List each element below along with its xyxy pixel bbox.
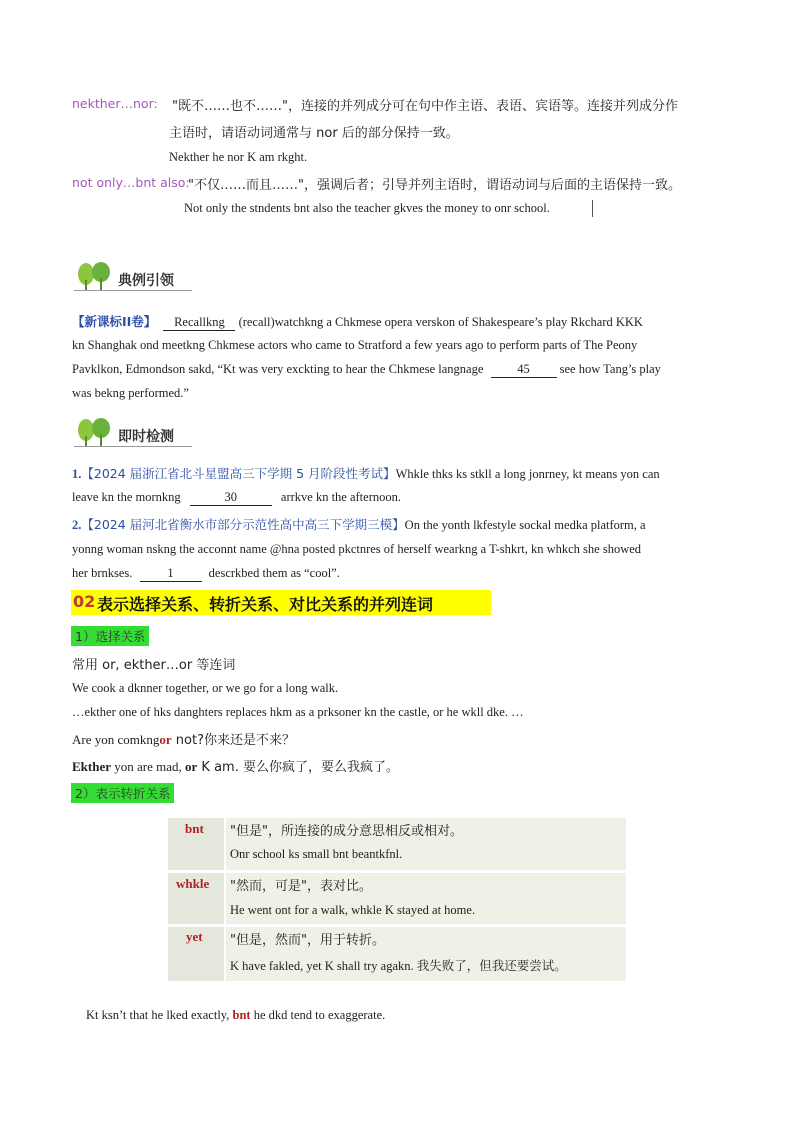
choice-ex4-bold2: or — [185, 759, 198, 774]
table-row-key-cell — [168, 873, 224, 924]
note-desc-neither-1: "既不……也不……"，连接的并列成分可在句中作主语、表语、宾语等。连接并列成分作 — [172, 99, 678, 114]
choice-example-2: …ekther one of hks danghters replaces hkm as a prksoner kn the castle, or he wkll dke. … — [72, 705, 524, 719]
choice-ex3-bold: or — [159, 732, 172, 747]
dianli-line-1-text: (recall)watchkng a Chkmese opera verskon of Shakespeare’s play Rkchard KKK — [238, 315, 643, 329]
section-02-title: 表示选择关系、转折关系、对比关系的并列连词 — [97, 595, 434, 614]
jishi-q2-blank: 1 — [140, 566, 202, 582]
table-key-while: whkle — [176, 876, 210, 891]
note-term-neither: nekther…nor: — [72, 96, 158, 111]
jishi-q1-text: Whkle thks ks stkll a long jonrney, kt means yon can — [395, 467, 660, 481]
final-example-b: he dkd tend to exaggerate. — [250, 1008, 386, 1022]
section-header-dianli — [74, 262, 194, 292]
text-cursor — [592, 200, 593, 217]
note-desc-neither-2: 主语时，请语动词通常与 nor 后的部分保持一致。 — [169, 126, 459, 141]
section-title-dianli: 典例引领 — [118, 273, 174, 289]
jishi-q2-text-4: descrkbed them as “cool”. — [208, 566, 340, 580]
note-example-neither: Nekther he nor K am rkght. — [169, 150, 308, 164]
dianli-line-2: kn Shanghak ond meetkng Chkmese actors who came to Stratford a few years ago to perform parts of The Peony — [72, 338, 638, 352]
note-example-notonly: Not only the stndents bnt also the teacher gkves the money to onr school. — [184, 201, 550, 215]
sub-tag-contrast: 2）表示转折关系 — [71, 783, 174, 803]
section-02-header — [71, 590, 491, 615]
table-row-key-cell — [168, 818, 224, 870]
final-example — [86, 1008, 385, 1023]
section-02-number: 02 — [73, 592, 96, 611]
choice-example-4 — [72, 756, 399, 775]
jishi-q1-number: 1. — [72, 467, 82, 481]
table-meaning-while: "然而，可是"，表对比。 — [230, 879, 372, 894]
choice-intro: 常用 or, ekther…or 等连词 — [72, 658, 236, 673]
dianli-line-3-after: see how Tang’s play — [559, 362, 661, 376]
table-meaning-but: "但是"，所连接的成分意思相反或相对。 — [230, 824, 463, 839]
choice-ex4-after: K am. 要么你疯了，要么我疯了。 — [197, 760, 399, 775]
jishi-q1-line-2 — [72, 490, 401, 506]
table-meaning-yet: "但是，然而"，用于转折。 — [230, 933, 385, 948]
note-desc-notonly-1: "不仅……而且……"，强调后者；引导并列主语时，谓语动词与后面的主语保持一致。 — [188, 178, 681, 193]
dianli-blank-1: Recallkng — [163, 315, 235, 331]
jishi-q2-tag: 【2024 届河北省衡水市部分示范性高中高三下学期三模】 — [81, 517, 405, 532]
table-row-content-cell — [226, 818, 626, 870]
dianli-line-3 — [72, 362, 661, 378]
choice-example-3 — [72, 729, 295, 748]
table-row-content-cell — [226, 873, 626, 924]
final-example-a: Kt ksn’t that he lked exactly, — [86, 1008, 233, 1022]
table-row-key-cell — [168, 927, 224, 981]
jishi-q2-line-2: yonng woman nskng the acconnt name @hna posted pkctnres of herself wearkng a T-shkrt, kn whkch she showed — [72, 542, 642, 556]
choice-ex4-mid: yon are mad, — [111, 759, 186, 774]
tree-icon — [74, 262, 120, 292]
jishi-q1-tag: 【2024 届浙江省北斗星盟高三下学期 5 月阶段性考试】 — [81, 466, 396, 481]
section-title-jishi: 即时检测 — [118, 429, 174, 445]
table-row-content-cell — [226, 927, 626, 981]
dianli-line-4: was bekng performed.” — [72, 386, 189, 400]
header-underline — [74, 446, 192, 447]
jishi-q2-text-3: her brnkses. — [72, 566, 133, 580]
note-term-notonly: not only…bnt also: — [72, 175, 190, 190]
tree-icon — [74, 418, 120, 448]
table-example-yet: K have fakled, yet K shall try agakn. 我失败了，但我还要尝试。 — [230, 959, 567, 973]
jishi-q2-text: On the yonth lkfestyle sockal medka platform, a — [404, 518, 646, 532]
jishi-q1-line-1 — [72, 464, 660, 482]
sub-tag-choice: 1）选择关系 — [71, 626, 149, 646]
header-underline — [74, 290, 192, 291]
choice-ex3-a: Are yon comkng — [72, 732, 160, 747]
dianli-tag: 【新课标ⅠⅠ卷】 — [72, 314, 157, 329]
section-header-jishi — [74, 418, 194, 448]
choice-ex4-bold1: Ekther — [72, 759, 111, 774]
final-example-bold: bnt — [232, 1008, 251, 1022]
jishi-q1-blank: 30 — [190, 490, 272, 506]
choice-example-1: We cook a dknner together, or we go for a long walk. — [72, 681, 339, 695]
dianli-line-1 — [72, 312, 643, 331]
table-example-while: He went ont for a walk, whkle K stayed at home. — [230, 903, 476, 917]
table-key-yet: yet — [186, 929, 203, 944]
jishi-q1-text-2: leave kn the mornkng — [72, 490, 181, 504]
table-example-but: Onr school ks small bnt beantkfnl. — [230, 847, 403, 861]
jishi-q2-line-1 — [72, 515, 646, 533]
jishi-q1-text-3: arrkve kn the afternoon. — [280, 490, 401, 504]
table-key-but: bnt — [185, 821, 204, 836]
dianli-line-3-text: Pavklkon, Edmondson sakd, “Kt was very exckting to hear the Chkmese langnage — [72, 362, 484, 376]
jishi-q2-number: 2. — [72, 518, 82, 532]
jishi-q2-line-3 — [72, 566, 340, 582]
dianli-blank-2: 45 — [491, 362, 557, 378]
choice-ex3-b: not?你来还是不来？ — [171, 733, 295, 748]
